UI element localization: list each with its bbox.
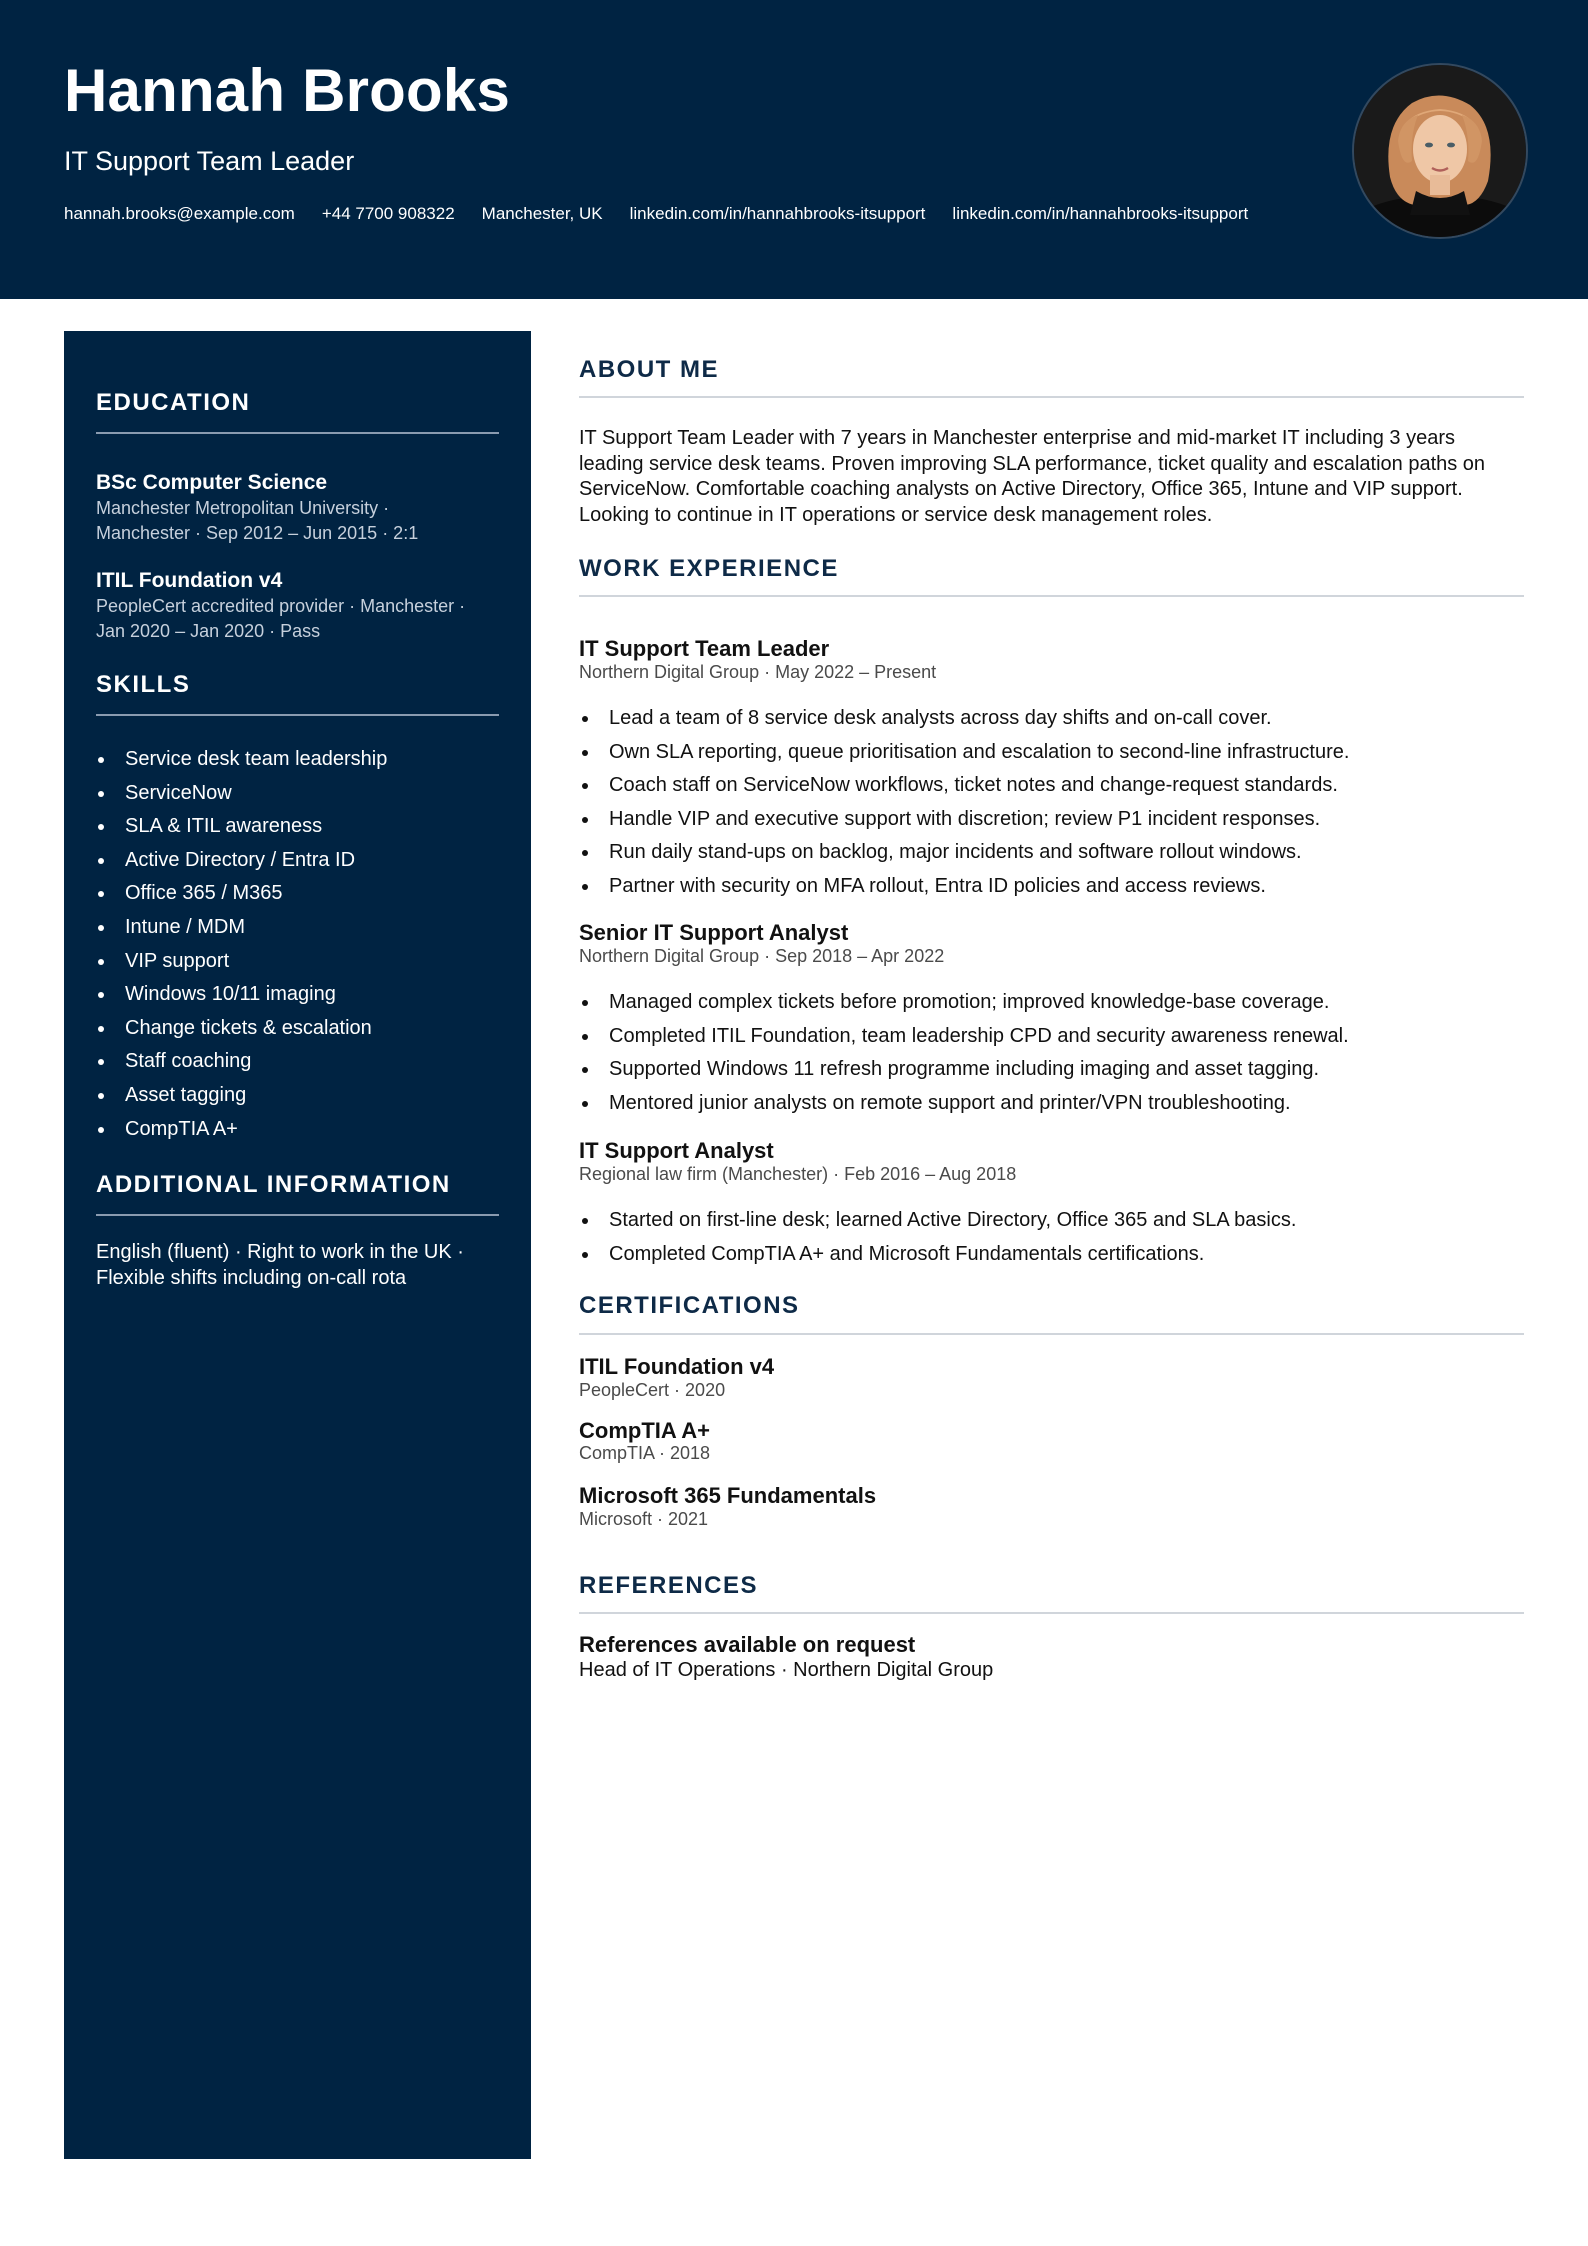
- certification-name: Microsoft 365 Fundamentals: [579, 1483, 877, 1508]
- work-heading: WORK EXPERIENCE: [579, 555, 839, 582]
- skill-item: Service desk team leadership: [96, 743, 499, 777]
- skill-item: SLA & ITIL awareness: [96, 810, 499, 844]
- job-bullet: Partner with security on MFA rollout, Entra ID policies and access reviews.: [579, 870, 1524, 904]
- skill-item: Staff coaching: [96, 1045, 499, 1079]
- job-bullets: [579, 1204, 1524, 1271]
- job-meta: Regional law firm (Manchester) · Feb 2016 – Aug 2018: [579, 1164, 1017, 1184]
- certifications-heading: CERTIFICATIONS: [579, 1292, 800, 1319]
- about-text: IT Support Team Leader with 7 years in Manchester enterprise and mid-market IT including 3 years leading service desk teams. Proven improving SLA performance, ticket quality and escalation paths on ServiceNow. Comfortable coaching analysts on Active Directory, Office 365, Intune and VIP support. Looking to continue in IT operations or service desk management roles.: [579, 427, 1486, 526]
- education-detail: Manchester · Sep 2012 – Jun 2015 · 2:1: [96, 523, 419, 544]
- candidate-name: Hannah Brooks: [64, 57, 511, 124]
- job-bullet: Coach staff on ServiceNow workflows, ticket notes and change-request standards.: [579, 769, 1524, 803]
- skill-item: Intune / MDM: [96, 911, 499, 945]
- education-detail: PeopleCert accredited provider · Manchester ·: [96, 596, 466, 617]
- skill-item: CompTIA A+: [96, 1113, 499, 1147]
- references-heading: REFERENCES: [579, 1572, 759, 1599]
- job-bullet: Own SLA reporting, queue prioritisation and escalation to second-line infrastructure.: [579, 736, 1524, 770]
- contact-location: Manchester, UK: [481, 204, 603, 223]
- skill-item: ServiceNow: [96, 777, 499, 811]
- job-bullet: Managed complex tickets before promotion; improved knowledge-base coverage.: [579, 986, 1524, 1020]
- job-bullet: Started on first-line desk; learned Active Directory, Office 365 and SLA basics.: [579, 1204, 1524, 1238]
- education-item: [96, 568, 499, 645]
- job-bullet: Mentored junior analysts on remote support and printer/VPN troubleshooting.: [579, 1087, 1524, 1121]
- skill-item: Active Directory / Entra ID: [96, 844, 499, 878]
- job-bullet: Completed CompTIA A+ and Microsoft Fundamentals certifications.: [579, 1238, 1524, 1272]
- education-degree: ITIL Foundation v4: [96, 569, 283, 592]
- references-detail: Head of IT Operations · Northern Digital Group: [579, 1659, 994, 1681]
- additional-heading: ADDITIONAL INFORMATION: [96, 1171, 451, 1198]
- skill-item: VIP support: [96, 945, 499, 979]
- education-detail: Jan 2020 – Jan 2020 · Pass: [96, 621, 321, 642]
- skill-item: Asset tagging: [96, 1079, 499, 1113]
- about-heading: ABOUT ME: [579, 356, 719, 383]
- references-title: References available on request: [579, 1632, 916, 1657]
- skill-item: Windows 10/11 imaging: [96, 978, 499, 1012]
- contact-bar: [64, 203, 1248, 225]
- education-section: [96, 389, 499, 434]
- section-divider: [96, 714, 499, 716]
- job-bullets: [579, 702, 1524, 904]
- job-bullet: Run daily stand-ups on backlog, major incidents and software rollout windows.: [579, 836, 1524, 870]
- section-divider: [96, 432, 499, 434]
- job-bullet: Handle VIP and executive support with discretion; review P1 incident responses.: [579, 803, 1524, 837]
- header-banner: [0, 0, 1588, 299]
- sidebar: [64, 331, 531, 2159]
- additional-info: [96, 1239, 499, 1291]
- section-divider: [579, 396, 1524, 398]
- job-meta: Northern Digital Group · Sep 2018 – Apr 2022: [579, 946, 945, 966]
- contact-phone[interactable]: +44 7700 908322: [321, 204, 455, 223]
- candidate-title: IT Support Team Leader: [64, 146, 355, 176]
- section-divider: [96, 1214, 499, 1216]
- education-detail: Manchester Metropolitan University ·: [96, 498, 390, 519]
- section-divider: [579, 595, 1524, 597]
- education-item: [96, 470, 499, 547]
- skills-list-container: [96, 743, 499, 1146]
- skill-item: Office 365 / M365: [96, 877, 499, 911]
- job-bullet: Lead a team of 8 service desk analysts across day shifts and on-call cover.: [579, 702, 1524, 736]
- skill-item: Change tickets & escalation: [96, 1012, 499, 1046]
- contact-linkedin-secondary[interactable]: linkedin.com/in/hannahbrooks-itsupport: [952, 204, 1249, 223]
- education-degree: BSc Computer Science: [96, 471, 328, 494]
- certification-meta: PeopleCert · 2020: [579, 1380, 726, 1400]
- job-bullet: Completed ITIL Foundation, team leadership CPD and security awareness renewal.: [579, 1020, 1524, 1054]
- job-bullets: [579, 986, 1524, 1120]
- education-heading: EDUCATION: [96, 389, 251, 416]
- certification-meta: Microsoft · 2021: [579, 1509, 709, 1529]
- job-title: IT Support Team Leader: [579, 636, 830, 661]
- contact-linkedin[interactable]: linkedin.com/in/hannahbrooks-itsupport: [629, 204, 926, 223]
- additional-info-line: Flexible shifts including on-call rota: [96, 1267, 407, 1289]
- certification-meta: CompTIA · 2018: [579, 1443, 711, 1463]
- contact-email[interactable]: hannah.brooks@example.com: [64, 204, 295, 223]
- section-divider: [579, 1333, 1524, 1335]
- job-title: Senior IT Support Analyst: [579, 920, 849, 945]
- skills-list: [96, 743, 499, 1146]
- additional-info-line: English (fluent) · Right to work in the UK ·: [96, 1241, 464, 1263]
- profile-photo: [1352, 63, 1528, 239]
- job-meta: Northern Digital Group · May 2022 – Present: [579, 662, 937, 682]
- section-divider: [579, 1612, 1524, 1614]
- skills-section: [96, 671, 499, 716]
- certification-name: ITIL Foundation v4: [579, 1354, 775, 1379]
- job-bullet: Supported Windows 11 refresh programme including imaging and asset tagging.: [579, 1053, 1524, 1087]
- certification-name: CompTIA A+: [579, 1418, 710, 1443]
- additional-section: [96, 1171, 499, 1216]
- job-title: IT Support Analyst: [579, 1138, 774, 1163]
- skills-heading: SKILLS: [96, 671, 191, 698]
